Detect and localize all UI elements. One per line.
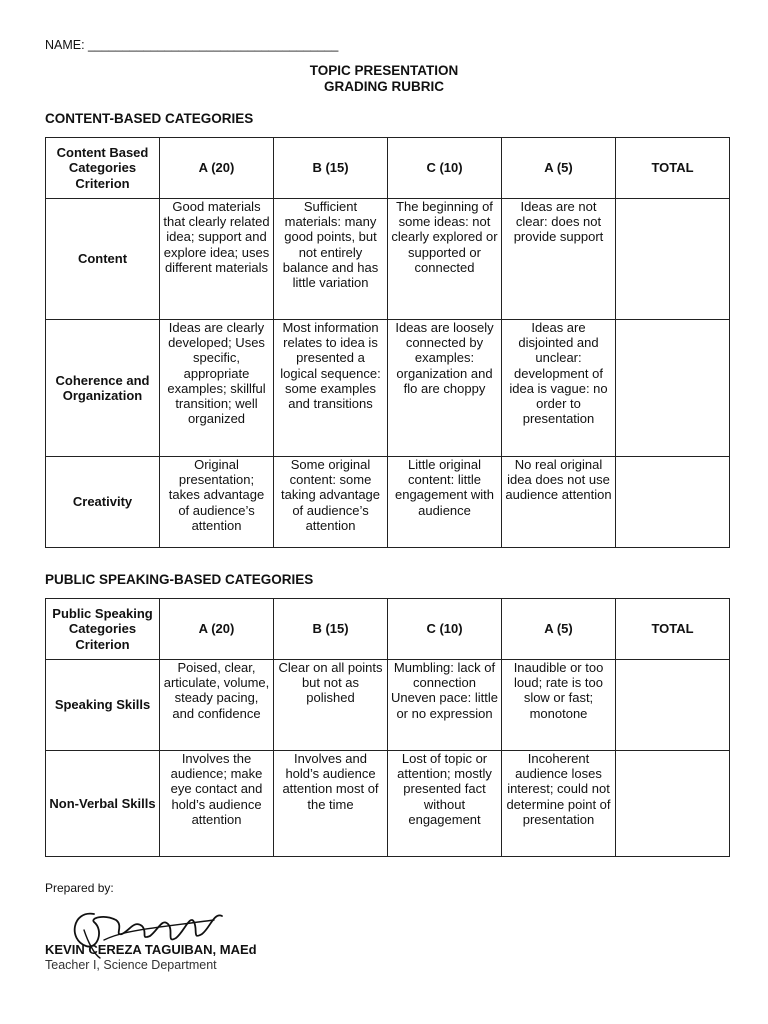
score-b15-cell: Sufficient materials: many good points, but not entirely balance and has little variation [274, 199, 388, 320]
header-criterion: Public Speaking Categories Criterion [46, 599, 160, 660]
header-criterion: Content Based Categories Criterion [46, 138, 160, 199]
score-a5-cell: Ideas are not clear: does not provide support [502, 199, 616, 320]
table-row [46, 660, 730, 751]
score-c10-cell: Ideas are loosely connected by examples: organization and flo are choppy [388, 320, 502, 457]
table-header-row [46, 599, 730, 660]
document-title-line-2: GRADING RUBRIC [324, 79, 444, 94]
score-a20-cell: Original presentation; takes advantage of audience’s attention [160, 457, 274, 548]
score-c10-cell: Mumbling: lack of connection Uneven pace: little or no expression [388, 660, 502, 751]
document-title-line-1: TOPIC PRESENTATION [309, 63, 459, 78]
score-b15-cell: Most information relates to idea is presented a logical sequence: some examples and transitions [274, 320, 388, 457]
score-a5-cell: Ideas are disjointed and unclear: development of idea is vague: no order to presentation [502, 320, 616, 457]
total-cell[interactable] [616, 320, 730, 457]
score-a20-cell: Involves the audience; make eye contact and hold’s audience attention [160, 751, 274, 857]
total-cell[interactable] [616, 660, 730, 751]
total-cell[interactable] [616, 199, 730, 320]
score-b15-cell: Clear on all points but not as polished [274, 660, 388, 751]
criterion-cell: Content [46, 199, 160, 320]
name-line: NAME: ____________________________________ [45, 38, 339, 52]
content-section-heading: CONTENT-BASED CATEGORIES [45, 111, 254, 126]
criterion-cell: Speaking Skills [46, 660, 160, 751]
table-row [46, 320, 730, 457]
header-b15: B (15) [274, 138, 388, 199]
content-rubric-table [45, 137, 730, 548]
criterion-cell: Coherence and Organization [46, 320, 160, 457]
table-header-row [46, 138, 730, 199]
speaking-section-heading: PUBLIC SPEAKING-BASED CATEGORIES [45, 572, 314, 587]
table-row [46, 199, 730, 320]
header-a5: A (5) [502, 138, 616, 199]
header-c10: C (10) [388, 599, 502, 660]
header-a20: A (20) [160, 138, 274, 199]
header-a5: A (5) [502, 599, 616, 660]
total-cell[interactable] [616, 457, 730, 548]
criterion-cell: Non-Verbal Skills [46, 751, 160, 857]
score-c10-cell: Little original content: little engagement with audience [388, 457, 502, 548]
score-a20-cell: Good materials that clearly related idea; support and explore idea; uses different materials [160, 199, 274, 320]
total-cell[interactable] [616, 751, 730, 857]
table-row [46, 751, 730, 857]
signatory-role: Teacher I, Science Department [45, 958, 217, 972]
score-b15-cell: Some original content: some taking advantage of audience’s attention [274, 457, 388, 548]
score-c10-cell: Lost of topic or attention; mostly presented fact without engagement [388, 751, 502, 857]
score-a5-cell: Inaudible or too loud; rate is too slow or fast; monotone [502, 660, 616, 751]
header-total: TOTAL [616, 138, 730, 199]
score-a20-cell: Poised, clear, articulate, volume, steady pacing, and confidence [160, 660, 274, 751]
header-a20: A (20) [160, 599, 274, 660]
table-row [46, 457, 730, 548]
criterion-cell: Creativity [46, 457, 160, 548]
header-total: TOTAL [616, 599, 730, 660]
header-b15: B (15) [274, 599, 388, 660]
score-b15-cell: Involves and hold’s audience attention most of the time [274, 751, 388, 857]
speaking-rubric-table [45, 598, 730, 857]
score-a20-cell: Ideas are clearly developed; Uses specific, appropriate examples; skillful transition; well organized [160, 320, 274, 457]
score-a5-cell: Incoherent audience loses interest; could not determine point of presentation [502, 751, 616, 857]
score-a5-cell: No real original idea does not use audience attention [502, 457, 616, 548]
header-c10: C (10) [388, 138, 502, 199]
signatory-name: KEVIN CEREZA TAGUIBAN, MAEd [45, 942, 257, 957]
score-c10-cell: The beginning of some ideas: not clearly explored or supported or connected [388, 199, 502, 320]
prepared-by-label: Prepared by: [45, 881, 114, 895]
